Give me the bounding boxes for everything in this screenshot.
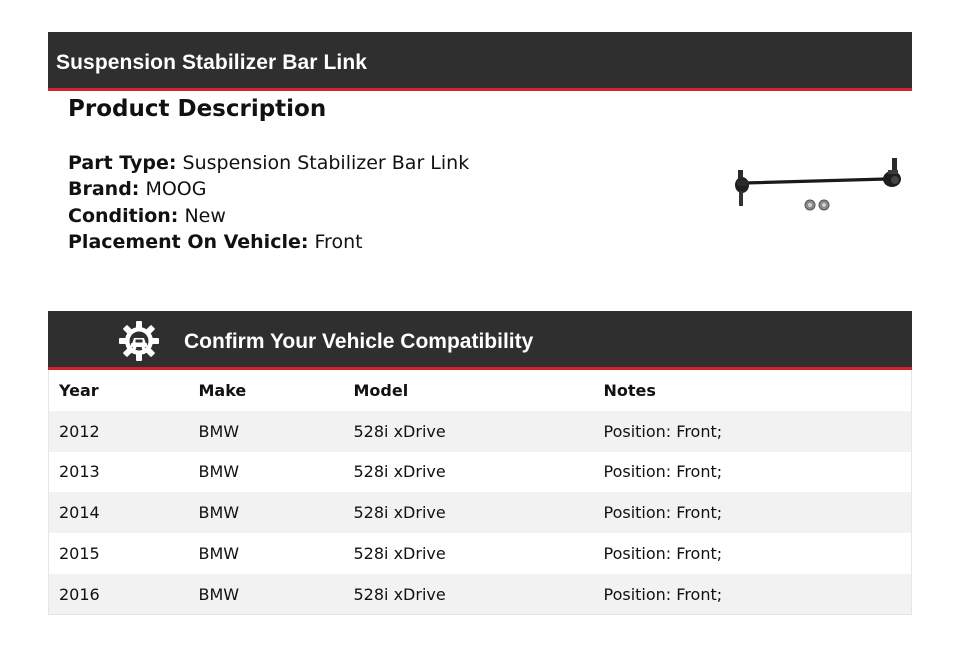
table-row — [49, 533, 912, 574]
cell-year: 2015 — [49, 533, 189, 574]
cell-notes: Position: Front; — [594, 411, 912, 452]
page-title: Suspension Stabilizer Bar Link — [56, 51, 368, 74]
gear-car-icon — [118, 320, 160, 362]
table-header-row — [49, 370, 912, 411]
spec-value: Front — [314, 231, 363, 254]
cell-make: BMW — [189, 533, 344, 574]
table-row — [49, 492, 912, 533]
cell-make: BMW — [189, 492, 344, 533]
cell-make: BMW — [189, 452, 344, 493]
spec-value: MOOG — [145, 178, 207, 201]
compatibility-table — [48, 370, 912, 615]
column-header-make: Make — [189, 370, 344, 411]
stabilizer-bar-link-photo — [728, 150, 908, 220]
spec-part-type — [68, 150, 469, 176]
spec-condition — [68, 203, 469, 229]
spec-value: New — [184, 204, 226, 227]
table-row — [49, 452, 912, 493]
compatibility-heading: Confirm Your Vehicle Compatibility — [184, 330, 534, 353]
product-description-heading: Product Description — [68, 96, 327, 122]
spec-label: Condition: — [68, 204, 179, 227]
column-header-model: Model — [344, 370, 594, 411]
compatibility-bar — [48, 311, 912, 370]
cell-notes: Position: Front; — [594, 533, 912, 574]
cell-notes: Position: Front; — [594, 452, 912, 493]
table-row — [49, 411, 912, 452]
spec-label: Placement On Vehicle: — [68, 231, 309, 254]
column-header-year: Year — [49, 370, 189, 411]
cell-model: 528i xDrive — [344, 533, 594, 574]
column-header-notes: Notes — [594, 370, 912, 411]
spec-placement — [68, 229, 469, 255]
cell-year: 2016 — [49, 574, 189, 615]
cell-model: 528i xDrive — [344, 411, 594, 452]
spec-label: Brand: — [68, 178, 140, 201]
spec-value: Suspension Stabilizer Bar Link — [182, 152, 470, 174]
product-specs — [68, 150, 469, 256]
cell-model: 528i xDrive — [344, 574, 594, 615]
cell-notes: Position: Front; — [594, 574, 912, 615]
spec-brand — [68, 176, 469, 202]
cell-year: 2012 — [49, 411, 189, 452]
table-row — [49, 574, 912, 615]
cell-year: 2013 — [49, 452, 189, 493]
title-bar — [48, 32, 912, 91]
cell-model: 528i xDrive — [344, 492, 594, 533]
cell-model: 528i xDrive — [344, 452, 594, 493]
cell-make: BMW — [189, 574, 344, 615]
cell-year: 2014 — [49, 492, 189, 533]
cell-notes: Position: Front; — [594, 492, 912, 533]
cell-make: BMW — [189, 411, 344, 452]
spec-label: Part Type: — [68, 152, 177, 174]
